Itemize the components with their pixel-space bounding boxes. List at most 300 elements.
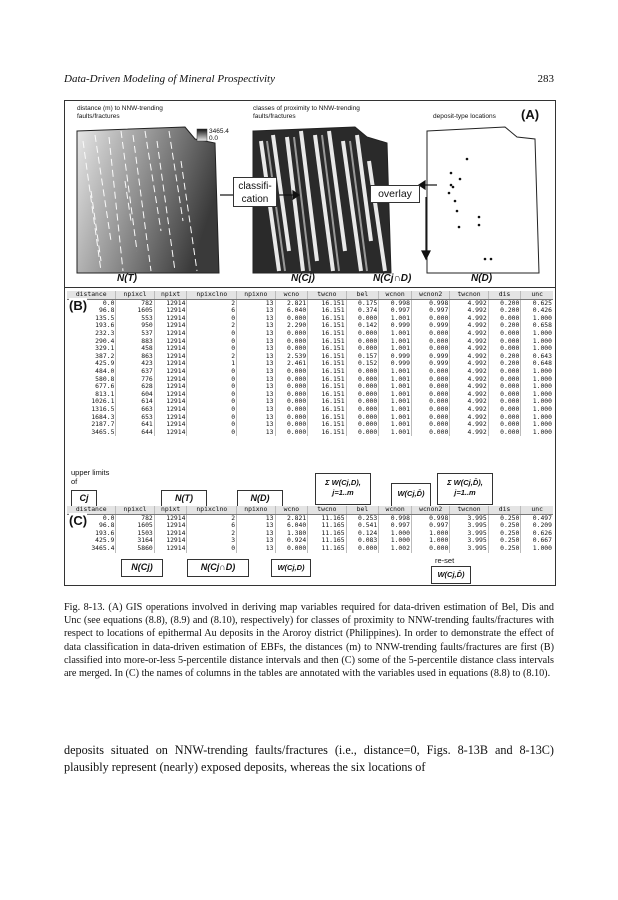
column-header-wcnon: wcnon [379, 291, 412, 299]
overlay-box: overlay [370, 185, 420, 203]
annot-sum-wcjdbar: Σ W(Cj,D̄), j=1..m [437, 473, 493, 505]
table-cell: 0.998 [379, 299, 412, 307]
table-cell: 3.995 [450, 545, 488, 553]
table-cell: 1503 [116, 530, 154, 538]
column-header-unc: unc [521, 291, 553, 299]
table-cell: 96.8 [99, 521, 115, 530]
table-cell: 0 [187, 338, 237, 346]
annot-nd: N(D) [237, 490, 283, 507]
distance-map [77, 125, 222, 275]
table-cell: 13 [237, 406, 275, 414]
table-cell: 0.000 [488, 345, 521, 353]
table-cell: 12914 [154, 360, 187, 368]
table-cell: 13 [237, 353, 275, 361]
table-cell: 12914 [154, 338, 187, 346]
table-cell: 0.0 [102, 298, 115, 307]
table-cell: 13 [237, 360, 275, 368]
table-cell: 641 [116, 421, 154, 429]
table-cell: 13 [237, 421, 275, 429]
table-cell: 16.151 [308, 398, 346, 406]
table-cell: 12914 [154, 315, 187, 323]
table-cell: 1.001 [379, 383, 412, 391]
table-cell: 12914 [154, 299, 187, 307]
table-cell: 1.000 [521, 368, 553, 376]
table-cell: 0.250 [488, 522, 521, 530]
table-cell: 1.000 [521, 376, 553, 384]
table-cell: 614 [116, 398, 154, 406]
table-cell: 1026.1 [91, 397, 115, 406]
table-cell: 16.151 [308, 391, 346, 399]
table-cell: 0.000 [411, 545, 449, 553]
table-cell: 653 [116, 414, 154, 422]
table-cell: 0 [187, 345, 237, 353]
table-cell: 12914 [154, 537, 187, 545]
table-cell: 3164 [116, 537, 154, 545]
table-cell: 0.000 [275, 383, 308, 391]
table-cell: 782 [116, 514, 154, 522]
table-cell: 12914 [154, 429, 187, 437]
table-cell: 193.6 [95, 321, 115, 330]
table-cell: 13 [237, 315, 275, 323]
column-header-npixno: npixno [237, 506, 275, 514]
table-cell: 16.151 [308, 353, 346, 361]
table-cell: 13 [237, 376, 275, 384]
deposit-map-outline [427, 127, 539, 273]
table-cell: 0.998 [411, 299, 449, 307]
table-cell: 12914 [154, 330, 187, 338]
table-cell: 537 [116, 330, 154, 338]
annot-nt: N(T) [161, 490, 207, 507]
table-cell: 0.200 [488, 360, 521, 368]
table-cell: 0.999 [379, 353, 412, 361]
figure-8-13 [64, 100, 556, 586]
table-cell: 0.250 [488, 545, 521, 553]
table-cell: 12914 [154, 376, 187, 384]
table-cell: 1.000 [521, 421, 553, 429]
label-n-d: N(D) [471, 273, 493, 284]
table-cell: 16.151 [308, 307, 346, 315]
annot-wcjdbar-reset: W(Cj,D̄) [431, 566, 471, 584]
table-cell: 1316.5 [91, 404, 115, 413]
panel-c-table [67, 506, 553, 553]
panel-b-table [67, 291, 553, 436]
table-cell: 0.374 [346, 307, 379, 315]
table-cell: 0.253 [346, 514, 379, 522]
table-cell: 0.000 [488, 383, 521, 391]
table-cell: 13 [237, 322, 275, 330]
table-cell: 4.992 [450, 345, 488, 353]
table-cell: 13 [237, 537, 275, 545]
column-header-distance: distance [67, 291, 116, 299]
table-cell: 1.001 [379, 398, 412, 406]
table-cell: 11.165 [308, 522, 346, 530]
table-cell: 12914 [154, 414, 187, 422]
column-header-wcno: wcno [275, 506, 308, 514]
table-cell: 0.998 [411, 514, 449, 522]
column-header-npixt: npixt [154, 291, 187, 299]
table-cell: 16.151 [308, 338, 346, 346]
table-cell: 13 [237, 398, 275, 406]
table-cell: 2.539 [275, 353, 308, 361]
table-cell: 4.992 [450, 315, 488, 323]
table-cell: 0.000 [488, 398, 521, 406]
table-cell: 1.000 [379, 530, 412, 538]
table-cell: 4.992 [450, 376, 488, 384]
table-cell: 0.000 [275, 315, 308, 323]
reset-label: re-set [435, 556, 455, 565]
table-cell: 0.000 [411, 376, 449, 384]
table-cell: 0.250 [488, 514, 521, 522]
deposit-map-label: deposit-type locations [433, 113, 496, 120]
panel-b [67, 291, 553, 436]
table-cell: 0 [187, 414, 237, 422]
table-cell: 3.995 [450, 530, 488, 538]
table-cell: 232.3 [95, 328, 115, 337]
column-header-twcnon: twcnon [450, 291, 488, 299]
table-cell: 0.997 [411, 307, 449, 315]
table-cell: 0.000 [346, 429, 379, 437]
table-cell: 0.0 [102, 513, 115, 522]
table-cell: 0.000 [346, 368, 379, 376]
table-cell: 3 [187, 537, 237, 545]
table-cell: 0 [187, 429, 237, 437]
table-cell: 0.000 [275, 391, 308, 399]
table-cell: 0.000 [488, 376, 521, 384]
distance-map-label: distance (m) to NNW-trending faults/fractures [77, 105, 163, 120]
table-cell: 1.001 [379, 421, 412, 429]
table-cell: 0.000 [488, 406, 521, 414]
table-cell: 387.2 [95, 351, 115, 360]
table-cell: 2 [187, 322, 237, 330]
table-cell: 4.992 [450, 353, 488, 361]
table-cell: 0 [187, 398, 237, 406]
table-cell: 0.000 [488, 391, 521, 399]
table-cell: 12914 [154, 514, 187, 522]
table-cell: 1.000 [379, 537, 412, 545]
table-cell: 16.151 [308, 299, 346, 307]
table-cell: 0.999 [411, 353, 449, 361]
column-header-npixt: npixt [154, 506, 187, 514]
table-cell: 0.000 [411, 414, 449, 422]
table-cell: 1.000 [521, 345, 553, 353]
table-cell: 1.002 [379, 545, 412, 553]
table-cell: 1.000 [521, 398, 553, 406]
table-cell: 0.000 [488, 414, 521, 422]
table-cell: 0.000 [488, 315, 521, 323]
table-cell: 1.001 [379, 315, 412, 323]
table-cell: 0.152 [346, 360, 379, 368]
table-cell: 782 [116, 299, 154, 307]
table-cell: 12914 [154, 383, 187, 391]
table-cell: 580.8 [95, 374, 115, 383]
table-cell: 628 [116, 383, 154, 391]
panel-c [67, 506, 553, 553]
table-cell: 1.000 [521, 429, 553, 437]
table-cell: 1.001 [379, 414, 412, 422]
table-cell: 12914 [154, 345, 187, 353]
column-header-wcnon: wcnon [379, 506, 412, 514]
table-cell: 329.1 [95, 344, 115, 353]
table-cell: 1.001 [379, 429, 412, 437]
table-cell: 4.992 [450, 338, 488, 346]
table-cell: 0 [187, 315, 237, 323]
table-cell: 0.000 [346, 406, 379, 414]
column-header-wcnon2: wcnon2 [411, 291, 449, 299]
table-cell: 0.000 [346, 414, 379, 422]
column-header-npixcl: npixcl [116, 291, 154, 299]
table-cell: 0.000 [275, 421, 308, 429]
table-cell: 3.995 [450, 537, 488, 545]
table-cell: 677.6 [95, 382, 115, 391]
running-title: Data-Driven Modeling of Mineral Prospectivity [64, 73, 275, 85]
table-cell: 2.821 [275, 514, 308, 522]
table-cell: 0.000 [275, 330, 308, 338]
column-header-npixclno: npixclno [187, 291, 237, 299]
table-cell: 16.151 [308, 383, 346, 391]
table-cell: 0.209 [521, 522, 553, 530]
table-cell: 425.9 [95, 536, 115, 545]
table-cell: 1.001 [379, 368, 412, 376]
table-cell: 0.667 [521, 537, 553, 545]
table-cell: 13 [237, 338, 275, 346]
table-cell: 193.6 [95, 528, 115, 537]
table-cell: 0.000 [488, 330, 521, 338]
table-cell: 5860 [116, 545, 154, 553]
annot-wcjd: W(Cj,D) [271, 559, 311, 577]
table-cell: 1.000 [521, 545, 553, 553]
body-paragraph: deposits situated on NNW-trending faults/fractures (i.e., distance=0, Figs. 8-13B and 8-13C) plausibly represent (nearly) exposed deposits, whereas the six locations of [64, 743, 554, 774]
table-cell: 0.000 [411, 398, 449, 406]
table-cell: 0.999 [411, 322, 449, 330]
table-cell: 13 [237, 530, 275, 538]
table-cell: 0.000 [411, 421, 449, 429]
table-cell: 950 [116, 322, 154, 330]
table-cell: 0.997 [379, 522, 412, 530]
table-cell: 0.200 [488, 322, 521, 330]
table-cell: 16.151 [308, 322, 346, 330]
table-cell: 0.997 [411, 522, 449, 530]
table-cell: 4.992 [450, 421, 488, 429]
table-cell: 1.000 [521, 315, 553, 323]
table-cell: 11.165 [308, 514, 346, 522]
table-cell: 13 [237, 545, 275, 553]
table-cell: 0.000 [411, 368, 449, 376]
table-cell: 4.992 [450, 429, 488, 437]
table-cell: 0.999 [379, 322, 412, 330]
table-cell: 0 [187, 330, 237, 338]
table-cell: 1.001 [379, 391, 412, 399]
classes-map-label: classes of proximity to NNW-trending faults/fractures [253, 105, 360, 120]
table-cell: 3.995 [450, 514, 488, 522]
panel-a-tag: (A) [521, 107, 540, 122]
table-cell: 11.165 [308, 545, 346, 553]
table-cell: 0.000 [411, 345, 449, 353]
annot-ncjd: N(Cj∩D) [187, 559, 249, 577]
table-cell: 0.541 [346, 522, 379, 530]
table-cell: 16.151 [308, 376, 346, 384]
table-cell: 4.992 [450, 406, 488, 414]
table-cell: 0.658 [521, 322, 553, 330]
panel-a [65, 101, 555, 288]
table-cell: 1.000 [521, 406, 553, 414]
table-cell: 0.000 [488, 338, 521, 346]
table-cell: 863 [116, 353, 154, 361]
table-cell: 12914 [154, 522, 187, 530]
table-cell: 644 [116, 429, 154, 437]
table-cell: 12914 [154, 307, 187, 315]
table-cell: 6.040 [275, 307, 308, 315]
table-cell: 0.924 [275, 537, 308, 545]
table-cell: 16.151 [308, 414, 346, 422]
table-cell: 0.626 [521, 530, 553, 538]
table-cell: 0 [187, 421, 237, 429]
table-cell: 0.000 [411, 383, 449, 391]
table-cell: 0.142 [346, 322, 379, 330]
table-cell: 0.426 [521, 307, 553, 315]
table-cell: 13 [237, 414, 275, 422]
table-cell: 0.000 [411, 429, 449, 437]
table-cell: 2 [187, 530, 237, 538]
table-cell: 6.040 [275, 522, 308, 530]
column-header-npixclno: npixclno [187, 506, 237, 514]
panel-a-graphics [65, 101, 555, 287]
label-n-cjd: N(Cj∩D) [373, 273, 412, 284]
table-cell: 0.000 [346, 345, 379, 353]
table-cell: 12914 [154, 368, 187, 376]
table-cell: 13 [237, 368, 275, 376]
table-cell: 1.380 [275, 530, 308, 538]
table-cell: 13 [237, 522, 275, 530]
table-cell: 0.000 [346, 376, 379, 384]
panel-b-tag: (B) [69, 298, 88, 313]
table-cell: 4.992 [450, 391, 488, 399]
table-cell: 16.151 [308, 330, 346, 338]
table-cell: 1.001 [379, 406, 412, 414]
table-cell: 663 [116, 406, 154, 414]
table-cell: 2.290 [275, 322, 308, 330]
table-cell: 4.992 [450, 299, 488, 307]
label-n-cj: N(Cj) [291, 273, 315, 284]
table-cell: 1.001 [379, 345, 412, 353]
table-cell: 290.4 [95, 336, 115, 345]
table-cell: 3465.5 [91, 427, 115, 436]
column-header-npixno: npixno [237, 291, 275, 299]
table-cell: 0.000 [275, 429, 308, 437]
table-cell: 1.000 [411, 530, 449, 538]
table-cell: 1605 [116, 522, 154, 530]
table-cell: 883 [116, 338, 154, 346]
table-row [67, 545, 553, 553]
upper-limits-label: upper limits of [71, 468, 110, 486]
table-cell: 3465.4 [91, 543, 115, 552]
table-cell: 16.151 [308, 345, 346, 353]
table-cell: 4.992 [450, 307, 488, 315]
table-cell: 637 [116, 368, 154, 376]
table-cell: 16.151 [308, 360, 346, 368]
table-cell: 1.000 [521, 383, 553, 391]
table-cell: 11.165 [308, 537, 346, 545]
table-cell: 0.999 [379, 360, 412, 368]
table-cell: 16.151 [308, 406, 346, 414]
table-cell: 13 [237, 345, 275, 353]
table-cell: 2.821 [275, 299, 308, 307]
panel-c-tag: (C) [69, 513, 88, 528]
table-cell: 0.648 [521, 360, 553, 368]
table-cell: 0.000 [411, 315, 449, 323]
table-cell: 0.625 [521, 299, 553, 307]
table-cell: 16.151 [308, 315, 346, 323]
table-cell: 4.992 [450, 368, 488, 376]
table-cell: 12914 [154, 406, 187, 414]
table-cell: 0.000 [346, 391, 379, 399]
table-cell: 0.175 [346, 299, 379, 307]
table-cell: 0.083 [346, 537, 379, 545]
table-cell: 16.151 [308, 421, 346, 429]
table-cell: 0 [187, 406, 237, 414]
table-cell: 0.000 [346, 545, 379, 553]
table-cell: 1.000 [521, 338, 553, 346]
table-cell: 0 [187, 391, 237, 399]
table-cell: 13 [237, 307, 275, 315]
table-cell: 4.992 [450, 330, 488, 338]
table-cell: 4.992 [450, 398, 488, 406]
table-cell: 0.157 [346, 353, 379, 361]
table-cell: 813.1 [95, 389, 115, 398]
table-cell: 13 [237, 299, 275, 307]
table-cell: 12914 [154, 530, 187, 538]
table-cell: 2.461 [275, 360, 308, 368]
table-cell: 1 [187, 360, 237, 368]
table-cell: 2 [187, 514, 237, 522]
table-cell: 4.992 [450, 383, 488, 391]
table-cell: 425.9 [95, 359, 115, 368]
page-number: 283 [537, 73, 554, 85]
table-row [67, 429, 553, 437]
table-cell: 0.250 [488, 530, 521, 538]
table-cell: 2 [187, 299, 237, 307]
running-head [64, 73, 554, 89]
table-cell: 16.151 [308, 368, 346, 376]
table-cell: 0 [187, 376, 237, 384]
table-cell: 96.8 [99, 306, 115, 315]
table-cell: 13 [237, 383, 275, 391]
table-cell: 1605 [116, 307, 154, 315]
table-cell: 12914 [154, 398, 187, 406]
column-header-npixcl: npixcl [116, 506, 154, 514]
column-header-distance: distance [67, 506, 116, 514]
table-cell: 0.250 [488, 537, 521, 545]
legend-max: 3465.4 [209, 128, 229, 135]
column-header-twcnon: twcnon [450, 506, 488, 514]
table-cell: 6 [187, 522, 237, 530]
column-header-bel: bel [346, 291, 379, 299]
legend-min: 0.0 [209, 135, 219, 142]
table-cell: 1.000 [521, 391, 553, 399]
table-cell: 13 [237, 330, 275, 338]
table-cell: 0.000 [275, 414, 308, 422]
table-cell: 0.999 [411, 360, 449, 368]
table-cell: 0.000 [488, 421, 521, 429]
table-cell: 4.992 [450, 322, 488, 330]
table-cell: 4.992 [450, 414, 488, 422]
annot-sum-wcjd: Σ W(Cj,D), j=1..m [315, 473, 371, 505]
table-cell: 0.000 [275, 338, 308, 346]
table-cell: 12914 [154, 421, 187, 429]
table-cell: 0.000 [411, 406, 449, 414]
table-cell: 12914 [154, 545, 187, 553]
table-cell: 2 [187, 353, 237, 361]
table-cell: 776 [116, 376, 154, 384]
